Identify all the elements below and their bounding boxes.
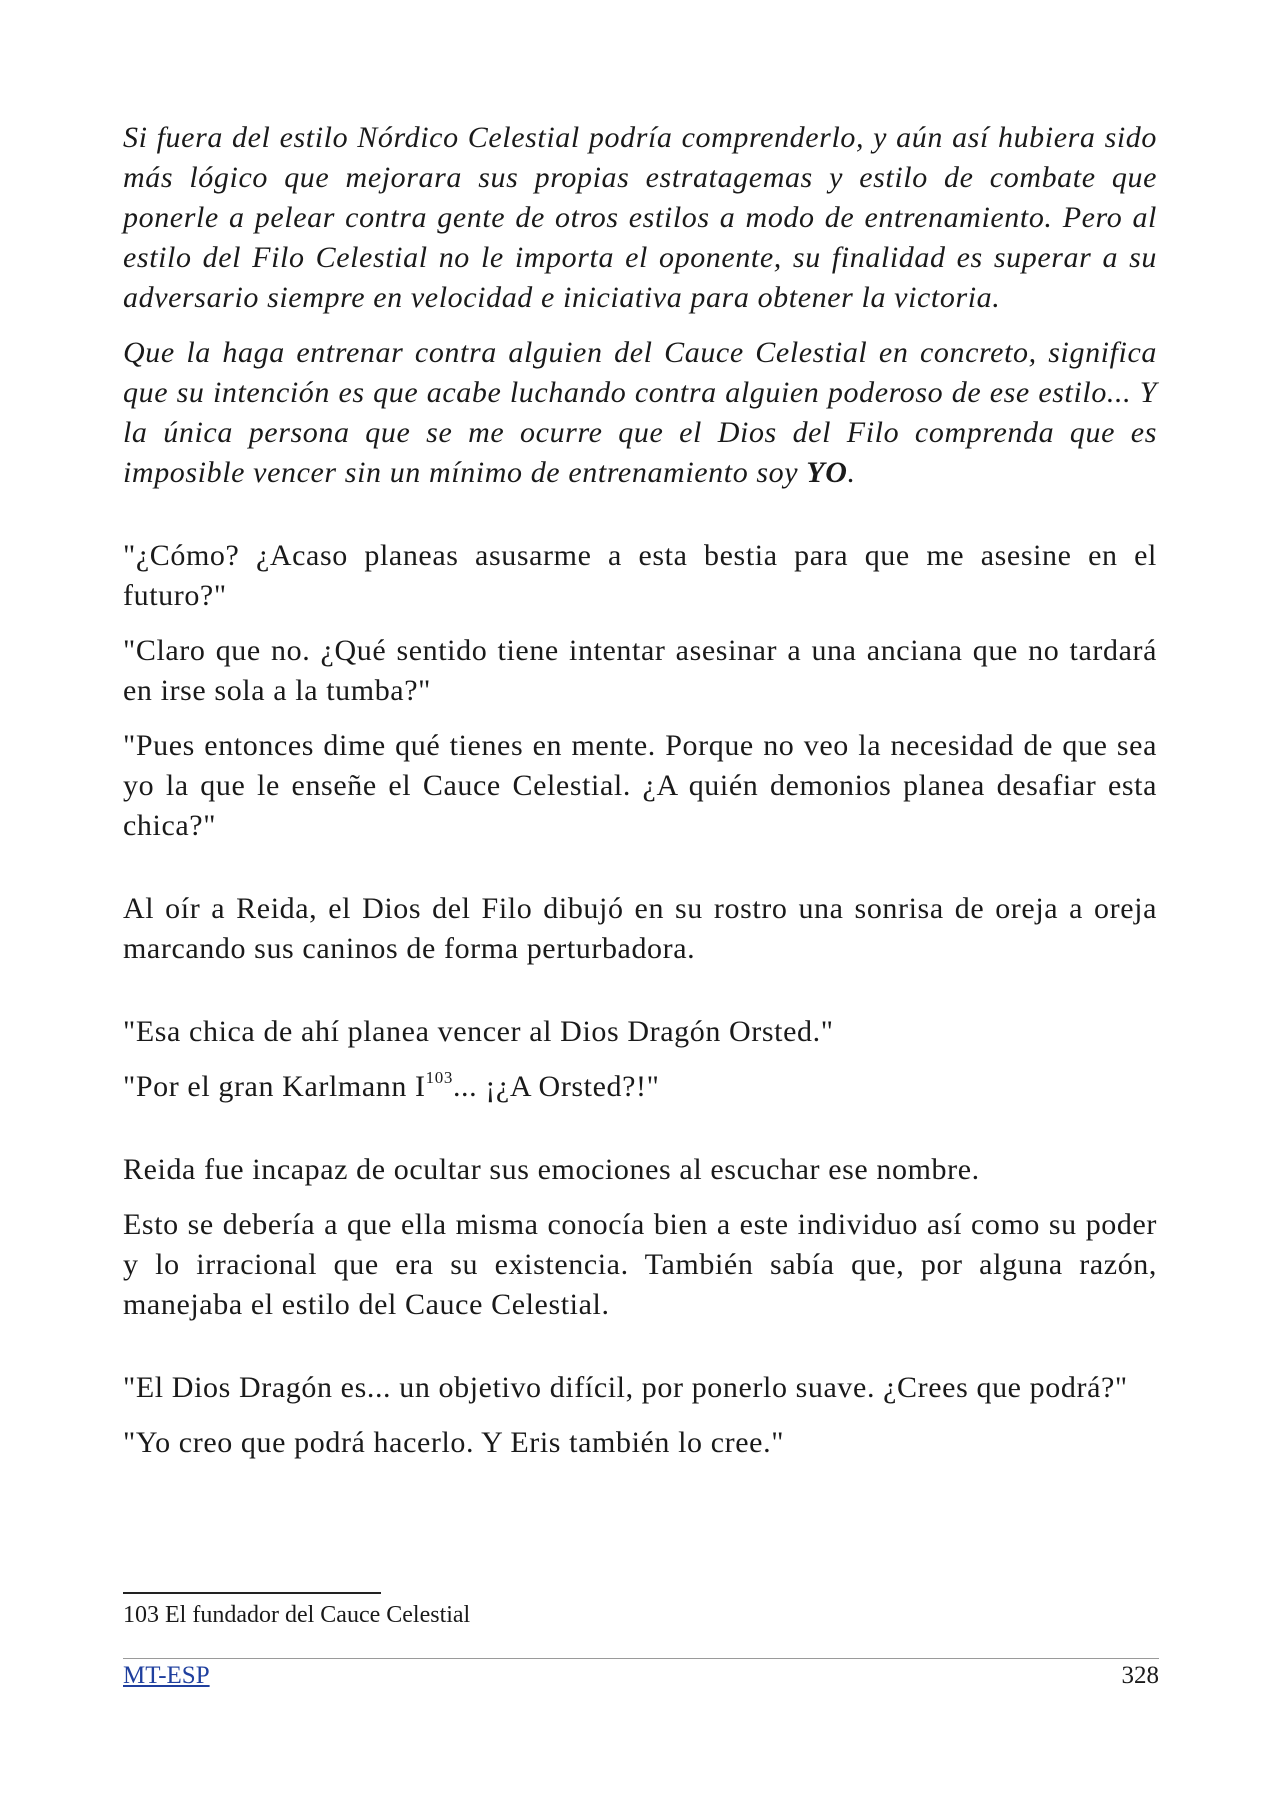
paragraph-italic-2-end: . [847,456,856,489]
paragraph-italic-1: Si fuera del estilo Nórdico Celestial podría comprenderlo, y aún así hubiera sido más lógico que mejorara sus propias estratagemas y estilo de combate que ponerle a pelear contra gente de otros estilos a modo de entrenamiento. Pero al estilo del Filo Celestial no le importa el oponente, su finalidad es superar a su adversario siempre en velocidad e iniciativa para obtener la victoria. [123,121,1157,314]
emphasis-yo: YO [806,456,848,489]
page-number: 328 [1121,1662,1159,1689]
dialogue-7: "Yo creo que podrá hacerlo. Y Eris también lo cree." [123,1426,785,1459]
page-body [123,118,1157,1478]
paragraph-italic-2 [123,333,1157,493]
dialogue-5 [123,1067,1157,1107]
footnote-separator [123,1592,381,1594]
footnote-ref-103[interactable]: 103 [425,1068,453,1087]
dialogue-1: "¿Cómo? ¿Acaso planeas asusarme a esta bestia para que me asesine en el futuro?" [123,539,1157,612]
dialogue-5-post: ... ¡¿A Orsted?!" [452,1070,660,1103]
paragraph-italic-2-text: Que la haga entrenar contra alguien del Cauce Celestial en concreto, significa que su intención es que acabe luchando contra alguien poderoso de ese estilo... Y la única persona que se me ocurre que el Dios del Filo comprenda que es imposible vencer sin un mínimo de entrenamiento soy [123,336,1157,489]
narration-1: Al oír a Reida, el Dios del Filo dibujó en su rostro una sonrisa de oreja a oreja marcando sus caninos de forma perturbadora. [123,892,1157,965]
dialogue-4: "Esa chica de ahí planea vencer al Dios Dragón Orsted." [123,1015,834,1048]
dialogue-5-pre: "Por el gran Karlmann I [123,1070,426,1103]
footer-divider [123,1658,1159,1659]
footnote-103: 103 El fundador del Cauce Celestial [123,1602,471,1628]
dialogue-6: "El Dios Dragón es... un objetivo difícil, por ponerlo suave. ¿Crees que podrá?" [123,1371,1128,1404]
dialogue-2: "Claro que no. ¿Qué sentido tiene intentar asesinar a una anciana que no tardará en irse sola a la tumba?" [123,634,1157,707]
dialogue-3: "Pues entonces dime qué tienes en mente. Porque no veo la necesidad de que sea yo la que le enseñe el Cauce Celestial. ¿A quién demonios planea desafiar esta chica?" [123,729,1157,842]
narration-2: Reida fue incapaz de ocultar sus emociones al escuchar ese nombre. [123,1153,980,1186]
footer-link-mt-esp[interactable]: MT-ESP [123,1662,210,1689]
narration-3: Esto se debería a que ella misma conocía bien a este individuo así como su poder y lo irracional que era su existencia. También sabía que, por alguna razón, manejaba el estilo del Cauce Celestial. [123,1208,1157,1321]
